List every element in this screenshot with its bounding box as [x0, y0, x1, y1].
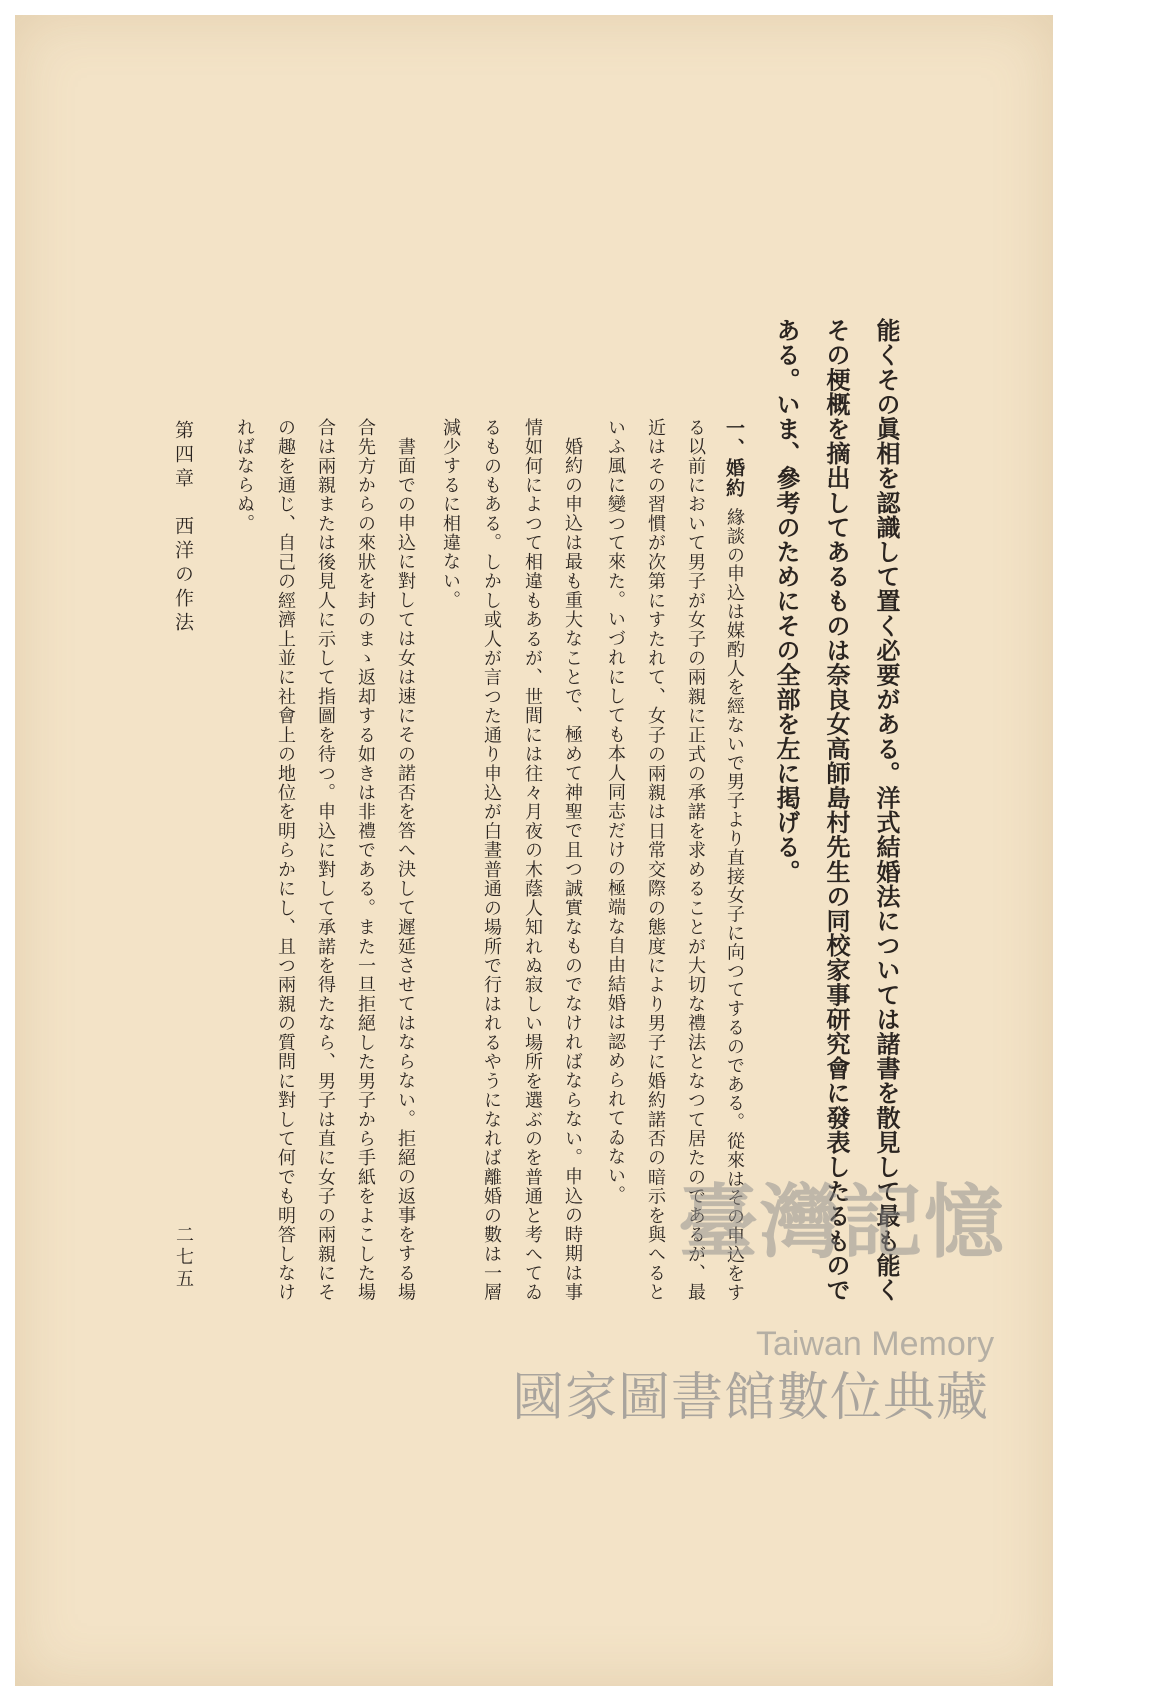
section-column-7	[479, 418, 503, 1302]
intro-column-3	[771, 318, 801, 884]
section-column-10	[353, 418, 377, 1302]
section-line-1: 緣談の申込は媒酌人を經ないで男子より直接女子に向つてするのである。從來はその申込をす	[724, 507, 745, 1302]
section-line-10: 合先方からの來狀を封のまゝ返却する如きは非禮である。また一旦拒絕した男子から手紙をよこした場	[355, 418, 376, 1303]
section-line-13: ればならぬ。	[234, 418, 255, 534]
section-line-4: いふ風に變つて來た。いづれにしても本人同志だけの極端な自由結婚は認められてゐない。	[605, 418, 626, 1205]
section-column-12	[273, 418, 297, 1302]
intro-column-1	[871, 318, 901, 1302]
intro-line-3: ある。いま、參考のためにその全部を左に掲げる。	[772, 318, 801, 884]
section-line-1-wrap	[724, 418, 745, 1302]
intro-line-1: 能くその眞相を認識して置く必要がある。洋式結婚法については諸書を散見して最も能く	[872, 318, 901, 1302]
section-heading: 一、婚約	[723, 418, 745, 498]
section-column-1	[722, 418, 746, 1302]
section-line-5: 婚約の申込は最も重大なことで、極めて神聖で且つ誠實なものでなければならない。申込の時期は事	[562, 437, 583, 1302]
section-line-11: 合は兩親または後見人に示して指圖を待つ。申込に對して承諾を得たなら、男子は直に女子の兩親にそ	[315, 418, 336, 1303]
section-column-11	[313, 418, 337, 1302]
section-column-13	[232, 418, 256, 533]
running-head: 第四章 西洋の作法	[172, 420, 194, 636]
intro-line-2: その梗概を摘出してあるものは奈良女高師島村先生の同校家事研究會に發表したるもので	[822, 318, 851, 1302]
section-column-4	[603, 418, 627, 1205]
section-line-6: 情如何によつて相違もあるが、世間には往々月夜の木蔭人知れぬ寂しい場所を選ぶのを普通と考へてゐ	[522, 418, 543, 1303]
section-column-6	[520, 418, 544, 1302]
section-line-3: 近はその習慣が次第にすたれて、女子の兩親は日常交際の態度により男子に婚約諾否の暗示を與へると	[645, 418, 666, 1303]
watermark-english: Taiwan Memory	[756, 1325, 995, 1363]
section-line-7: るものもある。しかし或人が言つた通り申込が白晝普通の場所で行はれるやうになれば離婚の數は一層	[481, 418, 502, 1303]
section-line-12: の趣を通じ、自己の經濟上並に社會上の地位を明らかにし、且つ兩親の質問に對して何でも明答しなけ	[275, 418, 296, 1303]
section-line-8: 減少するに相違ない。	[440, 418, 461, 610]
watermark-logo: 臺灣記憶	[678, 1175, 1006, 1269]
section-line-9: 書面での申込に對しては女は速にその諾否を答へ決して遲延させてはならない。拒絕の返事をする場	[395, 437, 416, 1302]
section-column-5	[560, 437, 584, 1302]
section-column-8	[438, 418, 462, 610]
section-column-9	[393, 437, 417, 1302]
section-line-2: る以前において男子が女子の兩親に正式の承諾を求めることが大切な禮法となつて居たのであるが、最	[685, 418, 706, 1303]
section-column-3	[643, 418, 667, 1302]
watermark-institution: 國家圖書館數位典藏	[512, 1369, 990, 1427]
page-number: 二七五	[173, 1225, 194, 1291]
intro-column-2	[821, 318, 851, 1302]
section-column-2	[683, 418, 707, 1302]
